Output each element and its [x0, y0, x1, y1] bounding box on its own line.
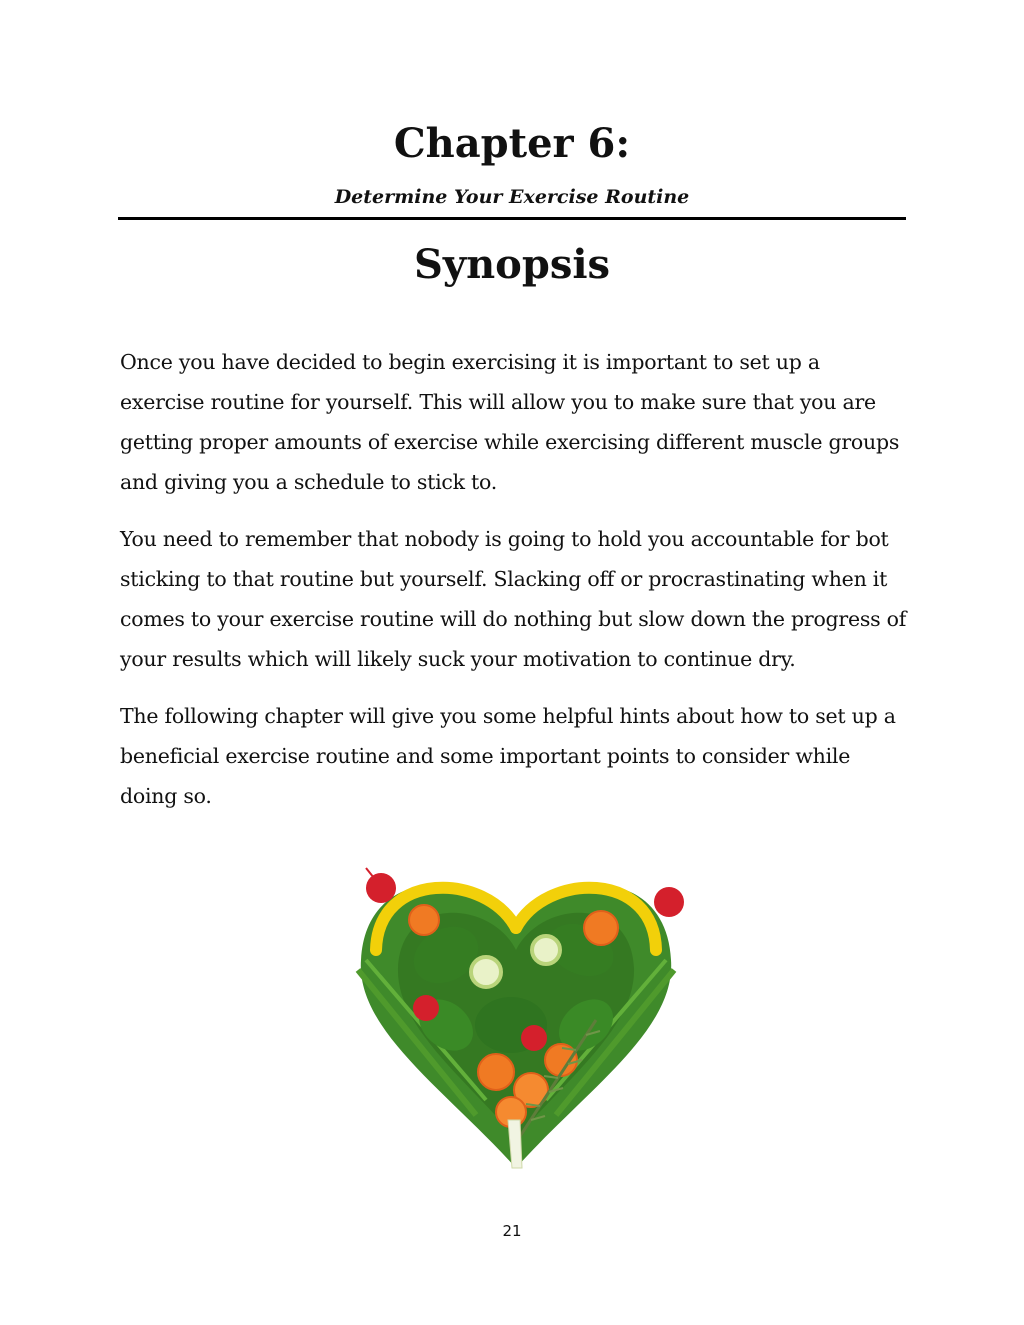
radish-root: [366, 868, 374, 878]
carrot-slice: [584, 911, 618, 945]
radish: [521, 1025, 547, 1051]
leek-ring: [471, 957, 501, 987]
paragraph-2: You need to remember that nobody is going to hold you accountable for bot sticking to that routine but yourself. Slacking off or procrastinating when it comes to your exercise routine will do nothing but slow down the progress of your results which will likely suck your motivation to continue dry.: [120, 527, 907, 671]
radish: [413, 995, 439, 1021]
section-title: Synopsis: [413, 241, 611, 288]
title-divider: [118, 217, 906, 220]
leek-ring: [532, 936, 560, 964]
chapter-title: Chapter 6:: [393, 120, 631, 167]
radish: [366, 873, 396, 903]
paragraph-3: The following chapter will give you some helpful hints about how to set up a beneficial exercise routine and some important points to consider while doing so.: [120, 704, 896, 808]
body-text: [120, 342, 910, 833]
chapter-subtitle: Determine Your Exercise Routine: [334, 186, 690, 208]
page-number: 21: [502, 1222, 522, 1240]
carrot-slice: [478, 1054, 514, 1090]
carrot-slice: [409, 905, 439, 935]
paragraph-1: Once you have decided to begin exercising it is important to set up a exercise routine for yourself. This will allow you to make sure that you are getting proper amounts of exercise while exercising different muscle groups and giving you a schedule to stick to.: [120, 350, 900, 494]
vegetable-heart-icon: [336, 850, 696, 1180]
radish: [654, 887, 684, 917]
